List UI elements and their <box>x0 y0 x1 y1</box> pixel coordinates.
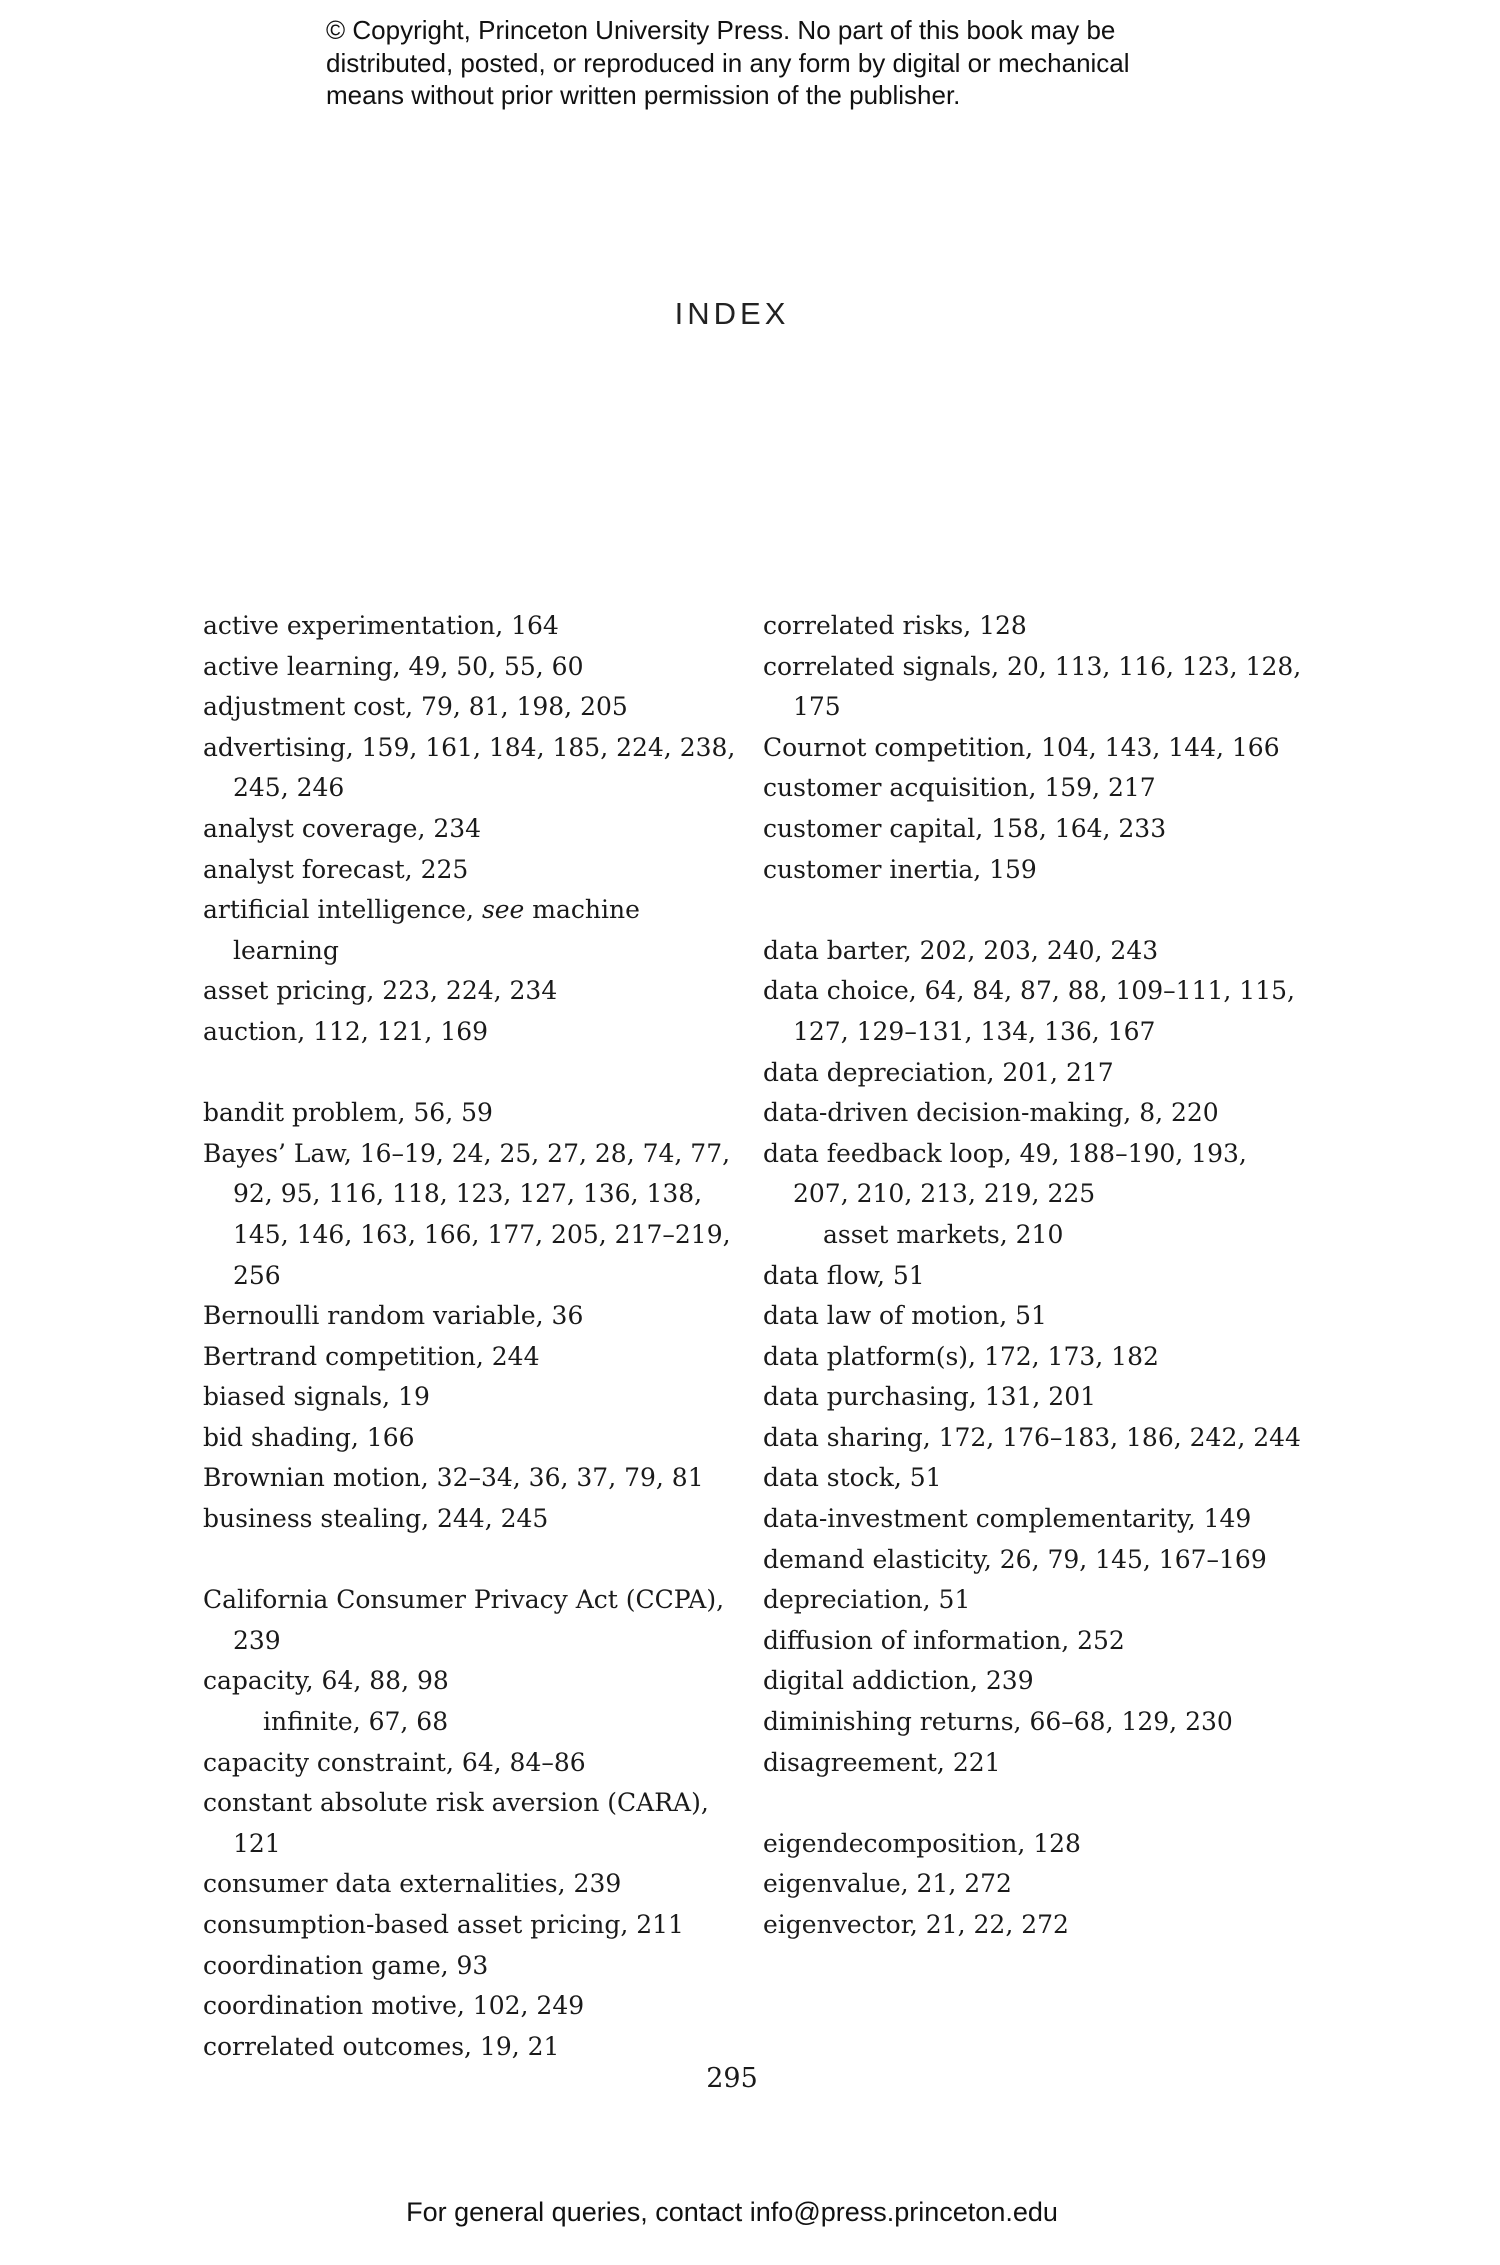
copyright-line: distributed, posted, or reproduced in any form by digital or mechanical <box>326 47 1130 78</box>
index-entry <box>763 728 1303 769</box>
index-entry <box>763 850 1303 891</box>
copyright-line: © Copyright, Princeton University Press. No part of this book may be <box>326 15 1116 45</box>
index-entry-text: advertising, 159, 161, 184, 185, 224, 238, 245, 246 <box>203 732 736 803</box>
index-column-right <box>763 606 1303 1946</box>
index-entry <box>203 1134 743 1296</box>
index-entry <box>763 809 1303 850</box>
index-entry-text: data feedback loop, 49, 188–190, 193, 207, 210, 213, 219, 225 <box>763 1138 1247 1209</box>
index-entry-text: correlated outcomes, 19, 21 <box>203 2031 560 2061</box>
footer-contact: For general queries, contact info@press.princeton.edu <box>406 2197 1058 2227</box>
index-entry-text: diffusion of information, 252 <box>763 1625 1125 1655</box>
index-entry <box>763 1134 1303 1215</box>
page-title: INDEX <box>674 296 790 331</box>
index-entry <box>763 768 1303 809</box>
index-entry-text: analyst forecast, 225 <box>203 854 469 884</box>
index-entry-text: depreciation, 51 <box>763 1585 971 1615</box>
index-entry-text: eigenvector, 21, 22, 272 <box>763 1910 1069 1939</box>
index-entry <box>203 971 743 1012</box>
index-entry <box>763 1377 1303 1418</box>
index-entry-text: customer acquisition, 159, 217 <box>763 773 1156 803</box>
index-entry-text: data platform(s), 172, 173, 182 <box>763 1341 1159 1371</box>
index-entry <box>763 1458 1303 1499</box>
index-entry-text: data choice, 64, 84, 87, 88, 109–111, 115, 127, 129–131, 134, 136, 167 <box>763 976 1295 1046</box>
index-entry-text: Cournot competition, 104, 143, 144, 166 <box>763 732 1280 762</box>
index-entry <box>763 1053 1303 1094</box>
index-entry <box>203 1093 743 1134</box>
index-entry-text: data barter, 202, 203, 240, 243 <box>763 935 1159 965</box>
index-letter-group <box>203 1580 743 2067</box>
index-entry <box>763 1499 1303 1540</box>
index-entry-text: Bertrand competition, 244 <box>203 1341 540 1371</box>
index-entry <box>203 647 743 688</box>
index-entry-text: bid shading, 166 <box>203 1422 415 1452</box>
index-entry-text: disagreement, 221 <box>763 1747 1001 1777</box>
index-entry-text: California Consumer Privacy Act (CCPA), 239 <box>203 1585 725 1655</box>
index-entry-text: coordination game, 93 <box>203 1950 489 1980</box>
index-entry-text: eigendecomposition, 128 <box>763 1828 1081 1858</box>
index-entry <box>763 931 1303 972</box>
copyright-line: means without prior written permission of the publisher. <box>326 80 961 110</box>
index-entry <box>763 1296 1303 1337</box>
index-entry-text: customer capital, 158, 164, 233 <box>763 813 1167 843</box>
index-letter-group <box>203 606 743 1053</box>
copyright-notice <box>326 14 1306 112</box>
index-entry <box>203 1946 743 1987</box>
index-entry-text: biased signals, 19 <box>203 1382 430 1412</box>
index-entry <box>203 728 743 809</box>
index-entry-text: auction, 112, 121, 169 <box>203 1016 489 1046</box>
index-entry-text: data depreciation, 201, 217 <box>763 1057 1114 1087</box>
index-letter-group <box>203 1093 743 1540</box>
index-entry-text: correlated signals, 20, 113, 116, 123, 128, 175 <box>763 651 1302 722</box>
index-entry-text: analyst coverage, 234 <box>203 813 482 843</box>
index-entry-text: asset pricing, 223, 224, 234 <box>203 976 558 1006</box>
index-entry-text: active experimentation, 164 <box>203 611 559 640</box>
index-entry-text: Brownian motion, 32–34, 36, 37, 79, 81 <box>203 1463 704 1493</box>
index-entry <box>763 971 1303 1052</box>
index-entry <box>203 1661 743 1702</box>
index-entry <box>203 1296 743 1337</box>
index-subentry <box>763 1215 1303 1256</box>
index-entry-text: business stealing, 244, 245 <box>203 1504 549 1534</box>
index-entry <box>203 1337 743 1378</box>
index-entry <box>203 809 743 850</box>
index-entry <box>203 1458 743 1499</box>
index-entry <box>763 1093 1303 1134</box>
index-entry <box>763 1418 1303 1459</box>
index-entry-text: constant absolute risk aversion (CARA), 121 <box>203 1788 709 1858</box>
index-entry <box>763 1337 1303 1378</box>
index-entry-text: Bayes’ Law, 16–19, 24, 25, 27, 28, 74, 77, 92, 95, 116, 118, 123, 127, 136, 138, 145, 146, 163, 166, 177, 205, 217–219, 256 <box>203 1138 731 1290</box>
index-entry <box>203 1377 743 1418</box>
index-entry <box>203 1783 743 1864</box>
index-entry <box>203 1418 743 1459</box>
index-entry-text: adjustment cost, 79, 81, 198, 205 <box>203 692 628 722</box>
index-entry-text: infinite, 67, 68 <box>263 1707 449 1737</box>
index-entry <box>763 1864 1303 1905</box>
index-entry <box>763 1540 1303 1581</box>
index-letter-group <box>763 1824 1303 1946</box>
index-entry <box>763 1256 1303 1297</box>
index-entry <box>763 1661 1303 1702</box>
index-entry-text: data sharing, 172, 176–183, 186, 242, 244 <box>763 1422 1301 1452</box>
index-entry-text: coordination motive, 102, 249 <box>203 1991 585 2021</box>
index-entry <box>763 1702 1303 1743</box>
see-target: machine learning <box>233 895 640 965</box>
page-number: 295 <box>706 2063 758 2094</box>
index-entry-text: Bernoulli random variable, 36 <box>203 1301 584 1331</box>
index-entry <box>203 606 743 647</box>
index-entry <box>763 647 1303 728</box>
index-entry-text: data-driven decision-making, 8, 220 <box>763 1098 1219 1128</box>
index-entry <box>763 606 1303 647</box>
index-entry <box>203 850 743 891</box>
index-entry <box>203 890 743 971</box>
index-entry-text: data flow, 51 <box>763 1260 925 1290</box>
index-entry-text: digital addiction, 239 <box>763 1666 1034 1696</box>
index-entry-text: active learning, 49, 50, 55, 60 <box>203 651 584 681</box>
index-entry <box>203 1012 743 1053</box>
index-entry-text: consumption-based asset pricing, 211 <box>203 1910 684 1939</box>
index-entry-text: demand elasticity, 26, 79, 145, 167–169 <box>763 1544 1267 1574</box>
index-entry-text: data purchasing, 131, 201 <box>763 1382 1097 1412</box>
see-reference: see <box>481 895 525 925</box>
index-entry-text: consumer data externalities, 239 <box>203 1869 622 1899</box>
index-entry <box>203 2027 743 2068</box>
index-entry-text: eigenvalue, 21, 272 <box>763 1869 1012 1899</box>
index-column-left <box>203 606 743 2067</box>
index-subentry <box>203 1702 743 1743</box>
index-entry-text: capacity, 64, 88, 98 <box>203 1666 449 1696</box>
index-entry <box>203 1986 743 2027</box>
index-entry-text: correlated risks, 128 <box>763 611 1027 640</box>
index-entry-text: customer inertia, 159 <box>763 854 1037 884</box>
index-entry <box>203 1743 743 1784</box>
index-entry-text: artificial intelligence, <box>203 895 482 925</box>
index-entry-text: diminishing returns, 66–68, 129, 230 <box>763 1707 1233 1737</box>
index-entry <box>763 1621 1303 1662</box>
index-entry-text: capacity constraint, 64, 84–86 <box>203 1747 586 1777</box>
index-letter-group <box>763 931 1303 1783</box>
index-entry <box>763 1743 1303 1784</box>
index-entry <box>763 1905 1303 1946</box>
index-entry <box>763 1580 1303 1621</box>
index-entry-text: bandit problem, 56, 59 <box>203 1098 493 1128</box>
index-entry <box>203 1864 743 1905</box>
index-entry-text: data law of motion, 51 <box>763 1301 1047 1331</box>
index-letter-group <box>763 606 1303 890</box>
index-entry <box>203 1580 743 1661</box>
index-entry <box>763 1824 1303 1865</box>
index-entry-text: asset markets, 210 <box>823 1219 1064 1249</box>
index-entry <box>203 1905 743 1946</box>
index-entry <box>203 687 743 728</box>
index-entry-text: data stock, 51 <box>763 1463 942 1493</box>
index-entry-text: data-investment complementarity, 149 <box>763 1504 1252 1534</box>
index-entry <box>203 1499 743 1540</box>
